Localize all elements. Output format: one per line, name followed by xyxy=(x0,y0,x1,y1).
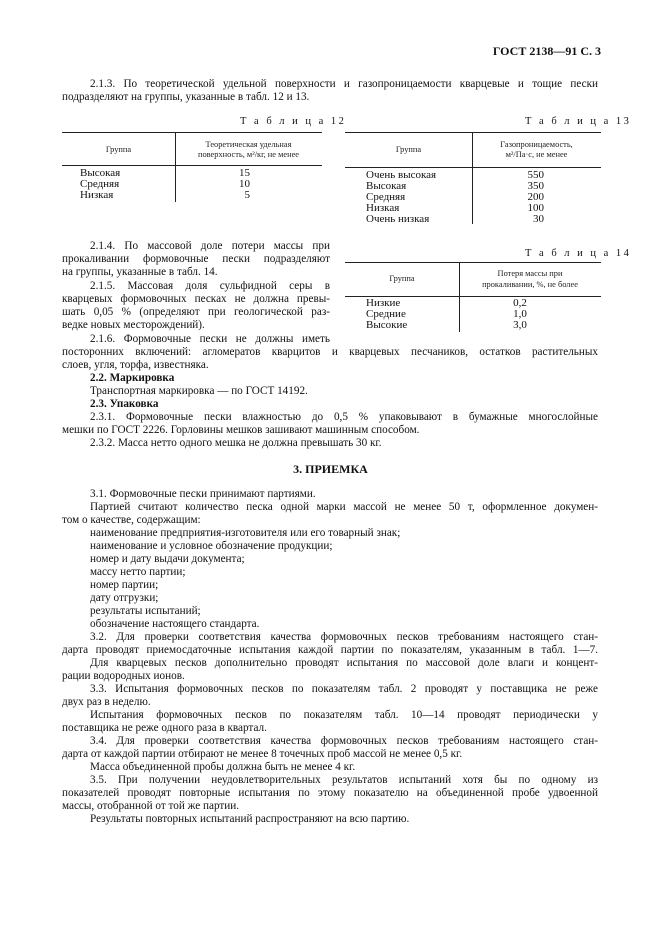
para-3-2-line1: 3.2. Для проверки соответствия качества формовочных песков требованиям настоящего стан- xyxy=(90,631,598,643)
para-3-5b: Результаты повторных испытаний распространяют на всю партию. xyxy=(90,813,410,825)
list-item: наименование предприятия-изготовителя или его товарный знак; xyxy=(90,527,401,539)
list-item: массу нетто партии; xyxy=(90,566,186,578)
table-13-row-2-value: 350 xyxy=(527,180,544,192)
table-13-row-4-group: Низкая xyxy=(366,202,400,214)
list-item: результаты испытаний; xyxy=(90,605,201,617)
para-3-5-line2: показателей проводят повторные испытания по этому показателю на объединенной пробе удвоенной xyxy=(62,787,598,799)
para-2-1-5-line2: кварцевых формовочных песках не должна превы- xyxy=(62,293,330,305)
para-party-line1: Партией считают количество песка одной марки массой не менее 50 т, оформленное докумен- xyxy=(90,501,598,513)
table-13-row-2-group: Высокая xyxy=(366,180,407,192)
para-2-1-6-line2: посторонних включений: агломератов кварцитов и кварцевых песчаников, остатков растительных xyxy=(62,346,598,358)
para-2-3-1-line1: 2.3.1. Формовочные пески влажностью до 0,5 % упаковывают в бумажные многослойные xyxy=(90,411,598,423)
para-party-line2: том о качестве, содержащим: xyxy=(62,514,201,526)
table-12-col-value-l1: Теоретическая удельная xyxy=(205,140,292,149)
table-13-col-group: Группа xyxy=(395,145,422,154)
table-12-row-3-value: 5 xyxy=(244,189,250,201)
table-14-col-value-l1: Потеря массы при xyxy=(497,269,563,278)
para-3-2b-line2: рации водородных ионов. xyxy=(62,670,185,682)
para-2-1-3-line2: подразделяют на группы, указанные в табл. 12 и 13. xyxy=(62,91,310,103)
para-2-1-4-line2: прокаливании формовочные пески подразделяют xyxy=(62,253,330,265)
table-12-row-1-value: 15 xyxy=(239,167,250,179)
para-3-3b-line2: поставщика не реже одного раза в квартал. xyxy=(62,722,267,734)
para-3-3-line2: двух раз в неделю. xyxy=(62,696,151,708)
table-12-col-value-l2: поверхность, м²/кг, не менее xyxy=(197,150,300,159)
table-12-row-2-group: Средняя xyxy=(80,178,120,190)
para-3-2b-line1: Для кварцевых песков дополнительно проводят испытания по массовой доле влаги и концент- xyxy=(90,657,598,669)
table-13-row-3-value: 200 xyxy=(527,191,544,203)
table-12-row-3-group: Низкая xyxy=(80,189,114,201)
para-3-4b: Масса объединенной пробы должна быть не менее 4 кг. xyxy=(90,761,356,773)
para-3-3b-line1: Испытания формовочных песков по показателям табл. 10—14 проводят периодически у xyxy=(90,709,598,721)
para-3-4-line1: 3.4. Для проверки соответствия качества формовочных песков требованиям настоящего стан- xyxy=(90,735,598,747)
para-2-1-5-line4: ведке новых месторождений). xyxy=(62,319,205,331)
table-13-row-4-value: 100 xyxy=(527,202,544,214)
para-3-4-line2: дарта от каждой партии отбирают не менее 8 точечных проб массой не менее 0,5 кг. xyxy=(62,748,463,760)
table-14-col-value-l2: прокаливании, %, не более xyxy=(482,280,578,289)
table-13-col-value-l2: м²/Па·с, не менее xyxy=(505,150,568,159)
para-2-1-5-line1: 2.1.5. Массовая доля сульфидной серы в xyxy=(90,280,330,292)
para-2-1-4-line3: на группы, указанные в табл. 14. xyxy=(62,266,218,278)
para-3-1: 3.1. Формовочные пески принимают партиями. xyxy=(90,488,316,500)
table-13-col-value-l1: Газопроницаемость, xyxy=(500,140,573,149)
list-item: наименование и условное обозначение продукции; xyxy=(90,540,333,552)
section-2-3-heading: 2.3. Упаковка xyxy=(90,398,159,410)
table-13-caption: Т а б л и ц а 13 xyxy=(525,116,632,127)
para-2-1-4-line1: 2.1.4. По массовой доле потери массы при xyxy=(90,240,330,252)
para-2-3-1-line2: мешки по ГОСТ 2226. Горловины мешков зашивают машинным способом. xyxy=(62,424,420,436)
table-14-row-2-value: 1,0 xyxy=(513,308,527,320)
table-12-row-2-value: 10 xyxy=(239,178,250,190)
table-12-row-1-group: Высокая xyxy=(80,167,121,179)
para-2-1-6-line1: 2.1.6. Формовочные пески не должны иметь xyxy=(90,333,330,345)
table-14-caption: Т а б л и ц а 14 xyxy=(525,248,632,259)
table-13-row-1-value: 550 xyxy=(527,169,544,181)
para-2-1-6-line3: слоев, угля, торфа, известняка. xyxy=(62,359,209,371)
table-13-row-3-group: Средняя xyxy=(366,191,406,203)
list-item: номер и дату выдачи документа; xyxy=(90,553,245,565)
table-14-row-3-value: 3,0 xyxy=(513,319,527,331)
table-14-row-1-value: 0,2 xyxy=(513,297,527,309)
section-2-2-text: Транспортная маркировка — по ГОСТ 14192. xyxy=(90,385,308,397)
table-13-row-1-group: Очень высокая xyxy=(366,169,437,181)
para-3-2-line2: дарта проводят приемосдаточные испытания каждой партии по показателям, указанным в табл. 1—7. xyxy=(62,644,598,656)
table-12-caption: Т а б л и ц а 12 xyxy=(240,116,347,127)
para-3-5-line3: массы, отобранной от той же партии. xyxy=(62,800,240,812)
table-14-row-1-group: Низкие xyxy=(366,297,401,309)
para-2-1-3-line1: 2.1.3. По теоретической удельной поверхности и газопроницаемости кварцевые и тощие пески xyxy=(90,78,598,90)
list-item: обозначение настоящего стандарта. xyxy=(90,618,260,630)
table-14-col-group: Группа xyxy=(389,274,415,283)
table-13-row-5-group: Очень низкая xyxy=(366,213,430,225)
para-3-5-line1: 3.5. При получении неудовлетворительных результатов испытаний хотя бы по одному из xyxy=(90,774,598,786)
table-13-row-5-value: 30 xyxy=(533,213,544,225)
table-12-col-group: Группа xyxy=(105,145,132,154)
list-item: номер партии; xyxy=(90,579,159,591)
list-item: дату отгрузки; xyxy=(90,592,159,604)
table-14-row-3-group: Высокие xyxy=(366,319,408,331)
section-2-2-heading: 2.2. Маркировка xyxy=(90,372,175,384)
section-3-title: 3. ПРИЕМКА xyxy=(293,462,368,476)
para-2-1-5-line3: шать 0,05 % (определяют при геологической раз- xyxy=(62,306,330,318)
para-3-3-line1: 3.3. Испытания формовочных песков по показателям табл. 2 проводят у поставщика не реже xyxy=(90,683,598,695)
table-14-row-2-group: Средние xyxy=(366,308,406,320)
page-header: ГОСТ 2138—91 С. 3 xyxy=(492,44,601,58)
para-2-3-2: 2.3.2. Масса нетто одного мешка не должна превышать 30 кг. xyxy=(90,437,382,449)
